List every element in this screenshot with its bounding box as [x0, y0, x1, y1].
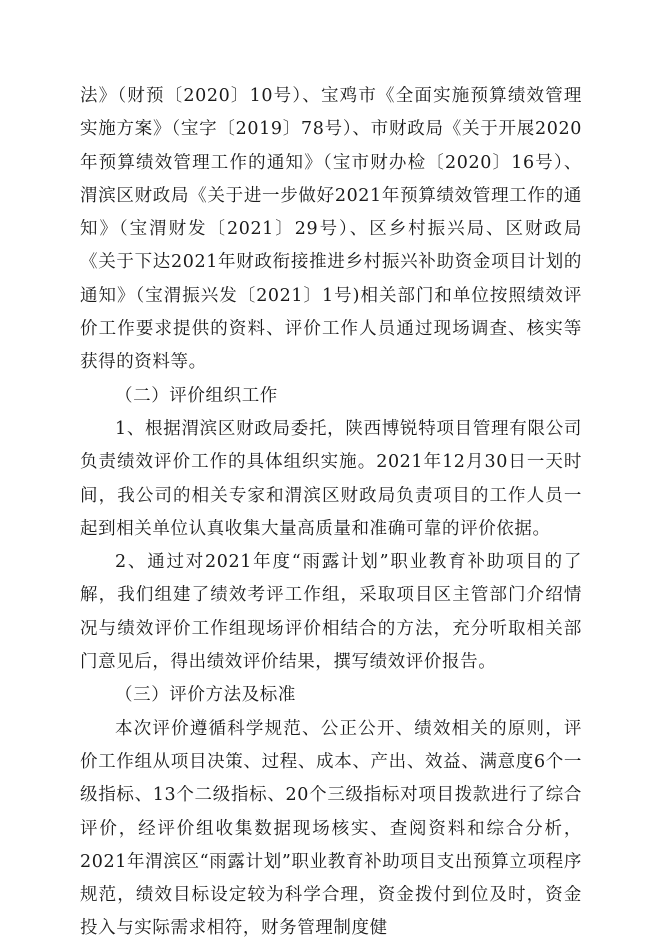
section-heading-evaluation-method: （三）评价方法及标准: [115, 685, 296, 706]
paragraph-evaluation-method: 本次评价遵循科学规范、公正公开、绩效相关的原则，评价工作组从项目决策、过程、成本、产出、效益、满意度6个一级指标、13个二级指标、20个三级指标对项目拨款进行了综合评价，经评价组收集数据现场核实、查阅资料和综合分析，2021年渭滨区“雨露计划”职业教育补助项目支出预算立项程序规范，绩效目标设定较为科学合理，资金拨付到位及时，资金投入与实际需求相符，财务管理制度健: [80, 718, 582, 939]
paragraph-organization-1: 1、根据渭滨区财政局委托，陕西博锐特项目管理有限公司负责绩效评价工作的具体组织实施。2021年12月30日一天时间，我公司的相关专家和渭滨区财政局负责项目的工作人员一起到相关单位认真收集大量高质量和准确可靠的评价依据。: [80, 418, 582, 539]
document-page: [80, 80, 582, 946]
paragraph-sources-continuation: 法》（财预〔2020〕10号）、宝鸡市《全面实施预算绩效管理实施方案》（宝字〔2019〕78号）、市财政局《关于开展2020年预算绩效管理工作的通知》（宝市财办检〔2020〕16号）、渭滨区财政局《关于进一步做好2021年预算绩效管理工作的通知》（宝渭财发〔2021〕29号）、区乡村振兴局、区财政局《关于下达2021年财政衔接推进乡村振兴补助资金项目计划的通知》（宝渭振兴发〔2021〕1号)相关部门和单位按照绩效评价工作要求提供的资料、评价工作人员通过现场调查、核实等获得的资料等。: [80, 86, 582, 373]
paragraph-organization-2: 2、通过对2021年度“雨露计划”职业教育补助项目的了解，我们组建了绩效考评工作组，采取项目区主管部门介绍情况与绩效评价工作组现场评价相结合的方法，充分听取相关部门意见后，得出绩效评价结果，撰写绩效评价报告。: [80, 552, 582, 673]
section-heading-evaluation-organization: （二）评价组织工作: [115, 385, 278, 406]
